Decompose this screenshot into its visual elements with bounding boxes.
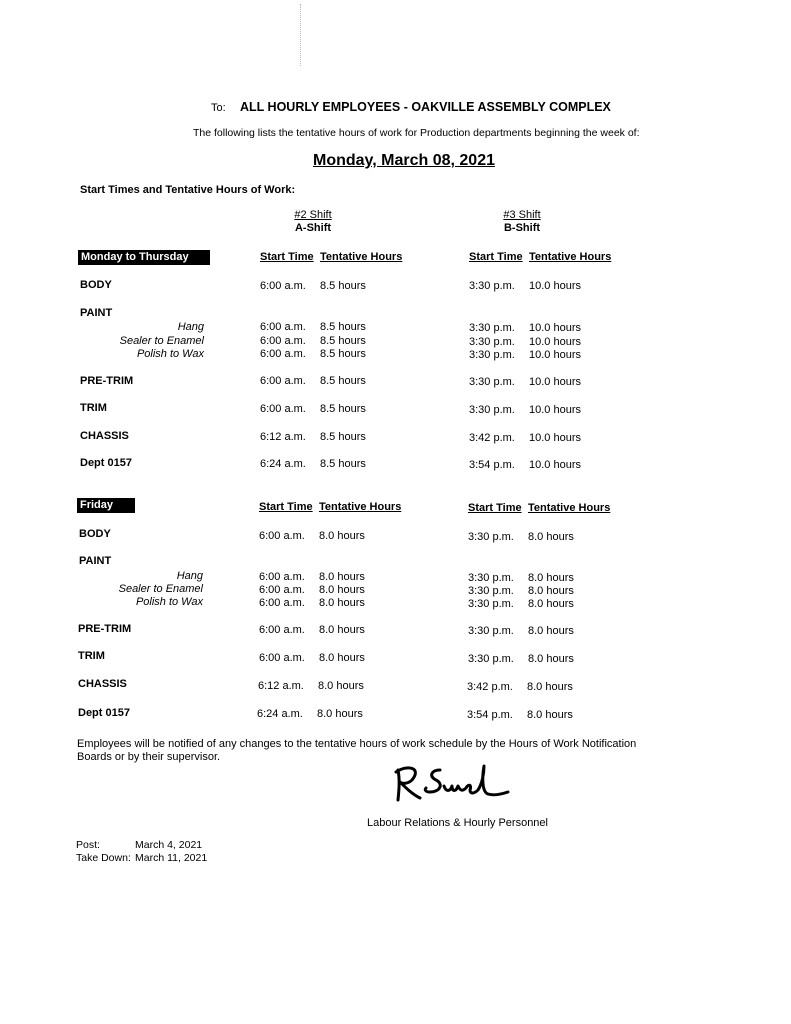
mt-dept-pretrim: PRE-TRIM <box>80 375 134 387</box>
to-label: To: <box>211 102 226 114</box>
fr-chassis-a-start: 6:12 a.m. <box>258 680 304 692</box>
mt-pretrim-b-hours: 10.0 hours <box>529 376 581 388</box>
fr-0157-b-start: 3:54 p.m. <box>467 709 513 721</box>
mt-0157-a-hours: 8.5 hours <box>320 458 366 470</box>
fr-polish-b-hours: 8.0 hours <box>528 598 574 610</box>
fr-trim-a-hours: 8.0 hours <box>319 652 365 664</box>
fr-hang-a-start: 6:00 a.m. <box>259 571 305 583</box>
mt-trim-a-hours: 8.5 hours <box>320 403 366 415</box>
mt-0157-a-start: 6:24 a.m. <box>260 458 306 470</box>
fr-dept-body: BODY <box>79 528 111 540</box>
fr-trim-b-start: 3:30 p.m. <box>468 653 514 665</box>
mt-hang-a-start: 6:00 a.m. <box>260 321 306 333</box>
fr-0157-b-hours: 8.0 hours <box>527 709 573 721</box>
mt-body-a-hours: 8.5 hours <box>320 280 366 292</box>
fr-body-b-start: 3:30 p.m. <box>468 531 514 543</box>
mt-trim-b-start: 3:30 p.m. <box>469 404 515 416</box>
shift-b-name: B-Shift <box>503 222 541 234</box>
mt-sub-sealer: Sealer to Enamel <box>119 335 204 347</box>
mt-sealer-b-hours: 10.0 hours <box>529 336 581 348</box>
fr-pretrim-b-start: 3:30 p.m. <box>468 625 514 637</box>
mt-hang-b-start: 3:30 p.m. <box>469 322 515 334</box>
fr-trim-a-start: 6:00 a.m. <box>259 652 305 664</box>
mt-dept-paint: PAINT <box>80 307 113 319</box>
fr-chassis-b-start: 3:42 p.m. <box>467 681 513 693</box>
takedown-label: Take Down: <box>76 852 131 864</box>
section-label: Start Times and Tentative Hours of Work: <box>80 184 296 196</box>
post-date: March 4, 2021 <box>135 839 203 851</box>
fr-0157-a-hours: 8.0 hours <box>317 708 363 720</box>
mt-sub-polish: Polish to Wax <box>136 348 204 360</box>
fr-body-b-hours: 8.0 hours <box>528 531 574 543</box>
fr-dept-chassis: CHASSIS <box>78 678 127 690</box>
fr-a-hours-header: Tentative Hours <box>319 501 402 513</box>
intro-text: The following lists the tentative hours of work for Production departments beginning the week of: <box>193 127 640 139</box>
signature-image <box>388 758 510 808</box>
mt-dept-trim: TRIM <box>80 402 107 414</box>
fr-polish-a-start: 6:00 a.m. <box>259 597 305 609</box>
mt-polish-a-start: 6:00 a.m. <box>260 348 306 360</box>
mt-a-start-header: Start Time <box>260 251 314 263</box>
mon-thu-section-bar: Monday to Thursday <box>78 250 210 265</box>
takedown-date: March 11, 2021 <box>135 852 208 864</box>
fr-polish-a-hours: 8.0 hours <box>319 597 365 609</box>
fr-dept-pretrim: PRE-TRIM <box>78 623 132 635</box>
fr-sub-polish: Polish to Wax <box>135 596 203 608</box>
fr-trim-b-hours: 8.0 hours <box>528 653 574 665</box>
fr-dept-0157: Dept 0157 <box>78 707 130 719</box>
mt-chassis-b-hours: 10.0 hours <box>529 432 581 444</box>
mt-0157-b-hours: 10.0 hours <box>529 459 581 471</box>
fr-sealer-a-hours: 8.0 hours <box>319 584 365 596</box>
fr-0157-a-start: 6:24 a.m. <box>257 708 303 720</box>
mt-pretrim-b-start: 3:30 p.m. <box>469 376 515 388</box>
fr-pretrim-b-hours: 8.0 hours <box>528 625 574 637</box>
week-date-title: Monday, March 08, 2021 <box>313 152 495 169</box>
signature-title: Labour Relations & Hourly Personnel <box>367 817 548 829</box>
fr-sealer-b-start: 3:30 p.m. <box>468 585 514 597</box>
fr-pretrim-a-hours: 8.0 hours <box>319 624 365 636</box>
fr-sealer-a-start: 6:00 a.m. <box>259 584 305 596</box>
fr-body-a-start: 6:00 a.m. <box>259 530 305 542</box>
fr-chassis-a-hours: 8.0 hours <box>318 680 364 692</box>
fr-b-start-header: Start Time <box>468 502 522 514</box>
mt-sealer-a-hours: 8.5 hours <box>320 335 366 347</box>
friday-section-bar: Friday <box>77 498 135 513</box>
fr-sub-hang: Hang <box>176 570 203 582</box>
fr-dept-trim: TRIM <box>78 650 105 662</box>
post-label: Post: <box>76 839 100 851</box>
fr-b-hours-header: Tentative Hours <box>528 502 611 514</box>
fr-body-a-hours: 8.0 hours <box>319 530 365 542</box>
mt-pretrim-a-hours: 8.5 hours <box>320 375 366 387</box>
mt-dept-body: BODY <box>80 279 112 291</box>
fr-hang-a-hours: 8.0 hours <box>319 571 365 583</box>
shift-b-number: #3 Shift <box>503 209 541 221</box>
fr-polish-b-start: 3:30 p.m. <box>468 598 514 610</box>
mt-0157-b-start: 3:54 p.m. <box>469 459 515 471</box>
mt-chassis-a-start: 6:12 a.m. <box>260 431 306 443</box>
mt-hang-a-hours: 8.5 hours <box>320 321 366 333</box>
mt-body-b-hours: 10.0 hours <box>529 280 581 292</box>
fr-a-start-header: Start Time <box>259 501 313 513</box>
mt-a-hours-header: Tentative Hours <box>320 251 403 263</box>
fr-sealer-b-hours: 8.0 hours <box>528 585 574 597</box>
mt-sealer-a-start: 6:00 a.m. <box>260 335 306 347</box>
fr-sub-sealer: Sealer to Enamel <box>118 583 203 595</box>
mt-body-a-start: 6:00 a.m. <box>260 280 306 292</box>
mt-body-b-start: 3:30 p.m. <box>469 280 515 292</box>
shift-a-name: A-Shift <box>294 222 332 234</box>
mt-dept-0157: Dept 0157 <box>80 457 132 469</box>
mt-sealer-b-start: 3:30 p.m. <box>469 336 515 348</box>
mt-sub-hang: Hang <box>177 321 204 333</box>
mt-chassis-a-hours: 8.5 hours <box>320 431 366 443</box>
mt-polish-b-hours: 10.0 hours <box>529 349 581 361</box>
mt-polish-a-hours: 8.5 hours <box>320 348 366 360</box>
mt-trim-b-hours: 10.0 hours <box>529 404 581 416</box>
mt-hang-b-hours: 10.0 hours <box>529 322 581 334</box>
fr-hang-b-start: 3:30 p.m. <box>468 572 514 584</box>
mt-chassis-b-start: 3:42 p.m. <box>469 432 515 444</box>
fr-dept-paint: PAINT <box>79 555 112 567</box>
mt-pretrim-a-start: 6:00 a.m. <box>260 375 306 387</box>
fr-hang-b-hours: 8.0 hours <box>528 572 574 584</box>
shift-a-number: #2 Shift <box>294 209 332 221</box>
mt-dept-chassis: CHASSIS <box>80 430 129 442</box>
mt-b-hours-header: Tentative Hours <box>529 251 612 263</box>
notification-note: Employees will be notified of any changes to the tentative hours of work schedule by the Hours of Work Notification Boards or by their supervisor. <box>77 738 637 763</box>
fr-pretrim-a-start: 6:00 a.m. <box>259 624 305 636</box>
recipients-heading: ALL HOURLY EMPLOYEES - OAKVILLE ASSEMBLY COMPLEX <box>240 100 611 114</box>
mt-polish-b-start: 3:30 p.m. <box>469 349 515 361</box>
scan-artifact-line <box>300 4 302 66</box>
fr-chassis-b-hours: 8.0 hours <box>527 681 573 693</box>
mt-b-start-header: Start Time <box>469 251 523 263</box>
mt-trim-a-start: 6:00 a.m. <box>260 403 306 415</box>
